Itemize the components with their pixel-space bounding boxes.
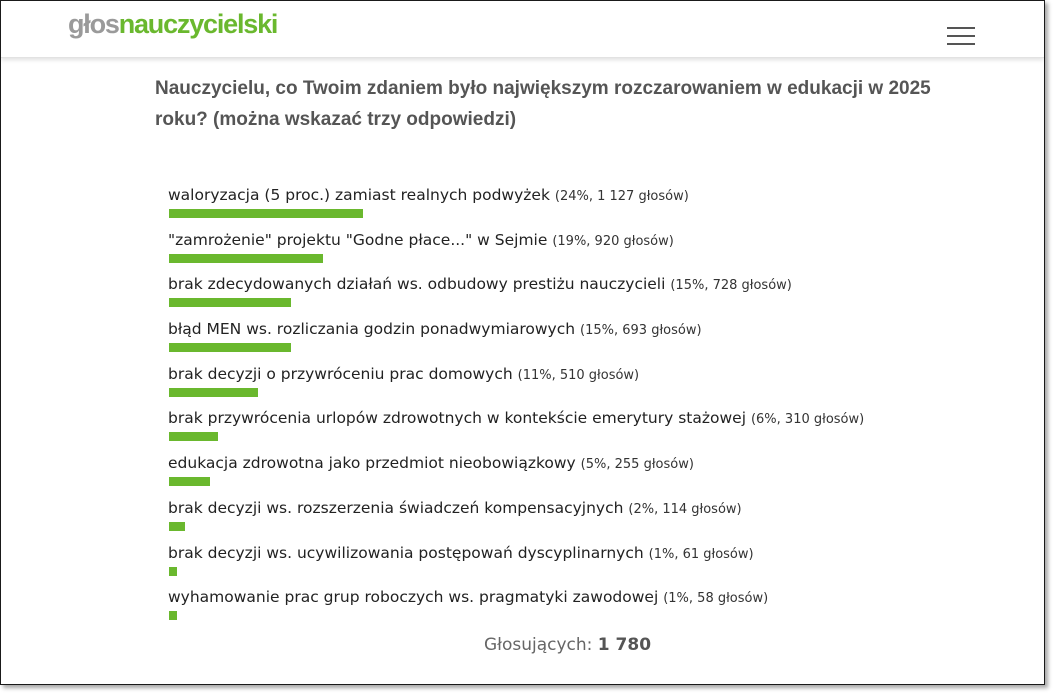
poll-answer [168,540,988,585]
hamburger-line [947,43,975,45]
poll-answer-bar [169,298,291,307]
poll-answer-stat: (24%, 1 127 głosów) [554,189,689,204]
poll-answer [168,316,988,361]
poll-answer-label: brak zdecydowanych działań ws. odbudowy prestiżu nauczycieli [168,275,666,294]
poll-question: Nauczycielu, co Twoim zdaniem było największym rozczarowaniem w edukacji w 2025 roku? (można wskazać trzy odpowiedzi) [155,78,931,130]
poll-answer-text [168,182,988,210]
poll-answer [168,271,988,316]
poll-results-list [168,182,988,629]
poll-answer-bar [169,522,185,531]
poll-answer-text [168,227,988,255]
poll-answer-stat: (19%, 920 głosów) [552,233,674,249]
poll-answer-label: wyhamowanie prac grup roboczych ws. pragmatyki zawodowej [168,588,659,607]
voters-total [1,635,1045,655]
poll-answer-bar [169,477,210,486]
poll-answer-bar [169,343,291,352]
poll-answer-bar [169,611,177,620]
poll-answer-stat: (6%, 310 głosów) [750,412,865,428]
poll-answer-label: brak decyzji ws. rozszerzenia świadczeń kompensacyjnych [168,498,624,517]
poll-answer-label: edukacja zdrowotna jako przedmiot nieobowiązkowy [168,454,576,473]
poll-answer-label: brak decyzji ws. ucywilizowania postępowań dyscyplinarnych [168,543,644,562]
poll-answer-text [168,450,988,478]
logo-part-nauczycielski: nauczycielski [118,9,278,39]
poll-answer-bar [169,567,177,576]
poll-answer-bar [169,432,218,441]
hamburger-line [947,35,975,37]
poll-answer-stat: (2%, 114 głosów) [628,501,742,517]
poll-answer [168,182,988,227]
poll-answer [168,405,988,450]
site-logo[interactable] [68,7,277,41]
poll-answer-stat: (15%, 693 głosów) [580,323,702,339]
poll-answer-text [168,316,988,344]
poll-answer-label: brak przywrócenia urlopów zdrowotnych w kontekście emerytury stażowej [168,409,747,428]
poll-answer-text [168,540,988,568]
poll-answer-stat: (15%, 728 głosów) [670,278,792,294]
poll-answer [168,584,988,629]
poll-answer-stat: (1%, 58 głosów) [663,591,769,607]
poll-answer-label: "zamrożenie" projektu "Godne płace..." w Sejmie [168,230,548,249]
poll-answer-label: błąd MEN ws. rozliczania godzin ponadwymiarowych [168,320,576,339]
poll-answer [168,227,988,272]
poll-answer-text [168,361,988,389]
logo-part-glos: głos [68,9,119,39]
poll-answer-label: brak decyzji o przywróceniu prac domowych [168,364,513,383]
site-header [1,1,1044,58]
voters-count: 1 780 [597,635,652,655]
poll-answer-bar [169,209,363,218]
poll-answer [168,450,988,495]
poll-answer-text [168,495,988,523]
poll-answer [168,495,988,540]
poll-answer [168,361,988,406]
poll-answer-stat: (11%, 510 głosów) [517,367,640,383]
hamburger-line [947,27,975,29]
poll-answer-text [168,271,988,299]
poll-answer-bar [169,388,258,397]
poll-answer-text [168,405,988,433]
hamburger-menu-icon[interactable] [947,27,975,45]
poll-answer-bar [169,254,323,263]
voters-label: Głosujących: [483,635,593,655]
poll-answer-text [168,584,988,612]
poll-answer-label: waloryzacja (5 proc.) zamiast realnych podwyżek [168,186,550,204]
poll-answer-stat: (5%, 255 głosów) [580,457,694,473]
poll-answer-stat: (1%, 61 głosów) [648,546,754,562]
